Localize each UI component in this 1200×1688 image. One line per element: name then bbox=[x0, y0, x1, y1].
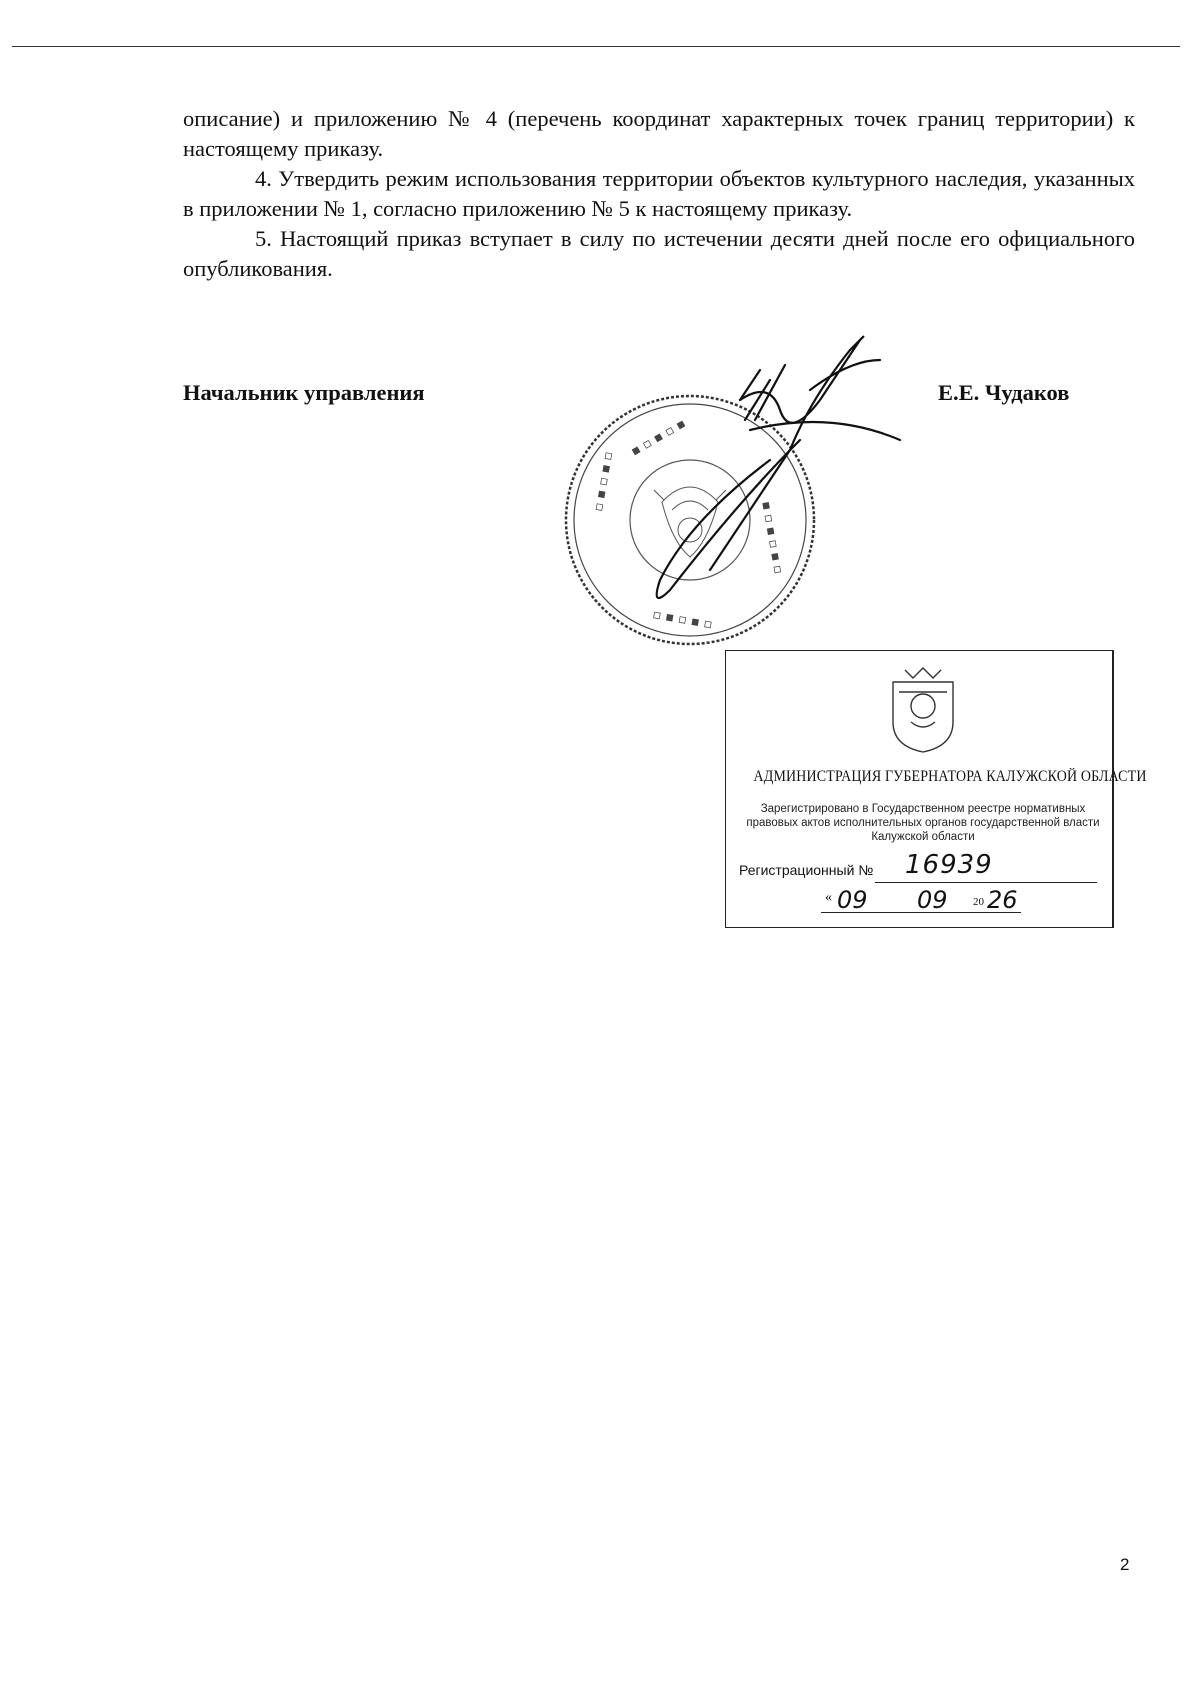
paragraph-item-5: 5. Настоящий приказ вступает в силу по истечении десяти дней после его официального опубликования. bbox=[183, 226, 1135, 281]
registration-number-underline bbox=[875, 882, 1097, 883]
handwritten-signature bbox=[560, 330, 920, 600]
paragraph-continuation: описание) и приложению № 4 (перечень координат характерных точек границ территории) к настоящему приказу. bbox=[183, 106, 1135, 161]
top-rule bbox=[12, 46, 1180, 47]
coat-of-arms-icon bbox=[885, 662, 961, 756]
signer-title: Начальник управления bbox=[183, 380, 425, 405]
registration-date-month: 09 bbox=[917, 886, 948, 914]
registration-stamp bbox=[725, 650, 1147, 930]
date-open-quote: « bbox=[825, 890, 832, 905]
svg-text:▫ ▪ ▫ ▪ ▫: ▫ ▪ ▫ ▪ ▫ bbox=[651, 607, 714, 633]
registration-date-year-prefix: 20 bbox=[973, 896, 984, 908]
signer-name: Е.Е. Чудаков bbox=[938, 380, 1070, 405]
svg-text:▪ ▫ ▪ ▫ ▪ ▫: ▪ ▫ ▪ ▫ ▪ ▫ bbox=[758, 500, 786, 576]
registration-date-year: 26 bbox=[987, 886, 1018, 914]
svg-text:▪ ▫ ▪ ▫ ▪: ▪ ▫ ▪ ▫ ▪ bbox=[628, 416, 689, 460]
page-number: 2 bbox=[1120, 1555, 1130, 1574]
svg-text:▫ ▪ ▫ ▪ ▫: ▫ ▪ ▫ ▪ ▫ bbox=[591, 450, 617, 513]
registration-date-day: 09 bbox=[837, 886, 868, 914]
registration-number: 16939 bbox=[905, 850, 993, 880]
paragraph-item-4: 4. Утвердить режим использования территории объектов культурного наследия, указанных в приложении № 1, согласно приложению № 5 к настоящему приказу. bbox=[183, 166, 1135, 221]
document-body bbox=[183, 104, 1135, 284]
registration-note: Зарегистрировано в Государственном реестре нормативных правовых актов исполнительных органов государственной власти Калужской области bbox=[746, 803, 1100, 843]
registration-organization: АДМИНИСТРАЦИЯ ГУБЕРНАТОРА КАЛУЖСКОЙ ОБЛАСТИ bbox=[753, 768, 1147, 785]
registration-number-label: Регистрационный № bbox=[739, 862, 874, 878]
registration-date-underline bbox=[821, 912, 1021, 913]
